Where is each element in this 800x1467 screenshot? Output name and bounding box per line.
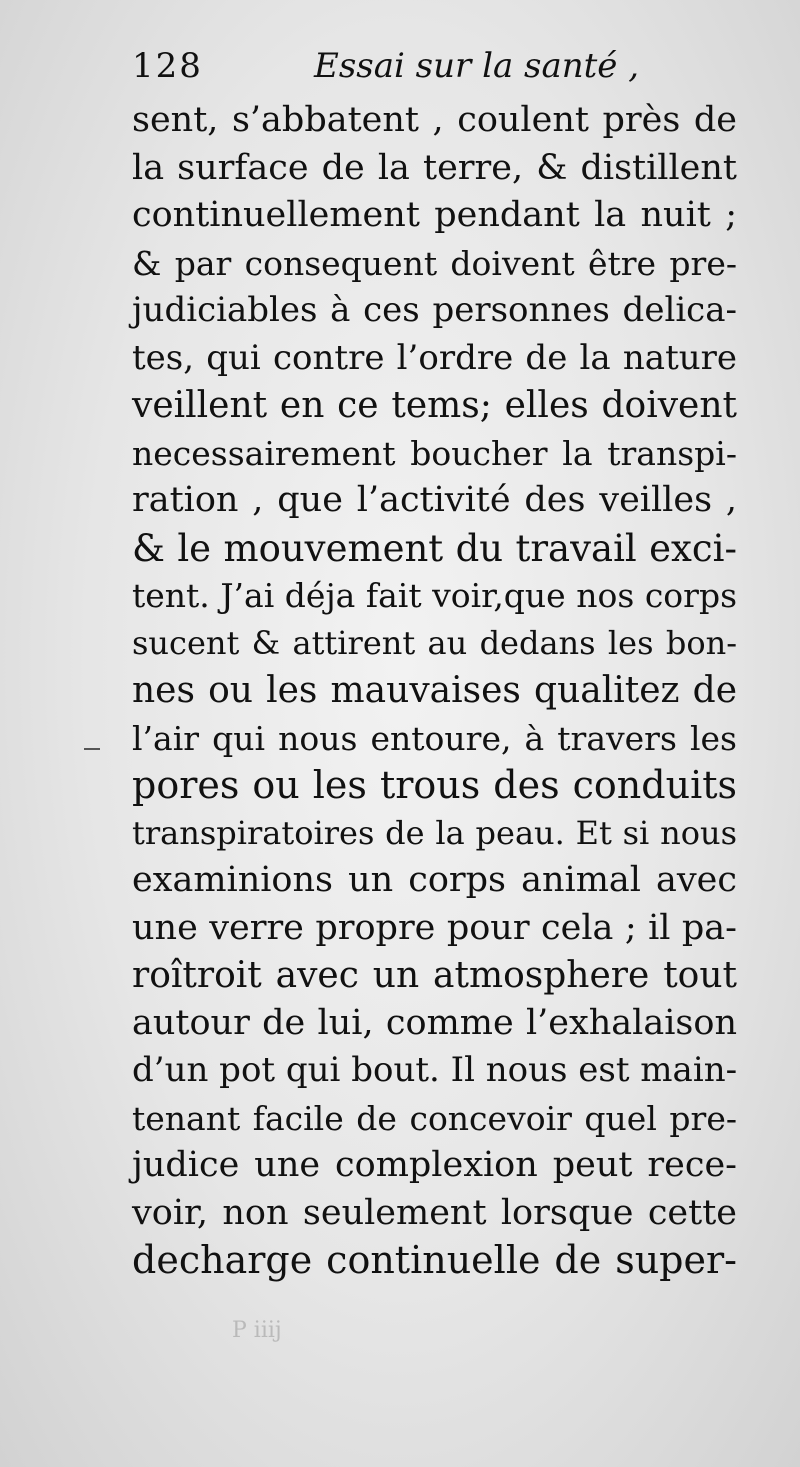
text-line: voir, non seulement lorsque cette	[132, 1192, 737, 1233]
text-line: nes ou les mauvaises qualitez de	[132, 670, 737, 711]
text-line: examinions un corps animal avec	[132, 860, 737, 900]
text-line: pores ou les trous des conduits	[132, 763, 737, 807]
text-line: & par consequent doivent être pre-	[132, 243, 737, 283]
page-header	[132, 46, 732, 96]
text-line: judiciables à ces personnes delica-	[132, 290, 737, 330]
text-line: necessairement boucher la transpi-	[132, 433, 737, 473]
running-title: Essai sur la santé ,	[314, 46, 640, 86]
text-line: d’un pot qui bout. Il nous est main-	[132, 1050, 738, 1090]
page-number: 128	[132, 46, 203, 86]
text-line: & le mouvement du travail exci-	[132, 526, 737, 570]
text-line: l’air qui nous entoure, à travers les	[132, 718, 737, 758]
text-line: ration , que l’activité des veilles ,	[132, 480, 737, 520]
signature-mark: P iiij	[232, 1318, 282, 1343]
text-line: une verre propre pour cela ; il pa-	[132, 907, 737, 948]
text-line: autour de lui, comme l’exhalaison	[132, 1002, 737, 1043]
text-line: sent, s’abbatent , coulent près de	[132, 100, 737, 140]
text-line: sucent & attirent au dedans les bon-	[132, 623, 737, 662]
text-line: continuellement pendant la nuit ;	[132, 195, 737, 235]
text-line: judice une complexion peut rece-	[132, 1145, 737, 1185]
text-line: tes, qui contre l’ordre de la nature	[132, 337, 737, 378]
text-line: transpiratoires de la peau. Et si nous	[132, 813, 737, 852]
margin-dash	[84, 748, 100, 750]
text-line: decharge continuelle de super-	[132, 1238, 737, 1282]
text-line: roîtroit avec un atmosphere tout	[132, 955, 737, 996]
body-text	[132, 97, 737, 1285]
text-line: tent. J’ai déja fait voir,que nos corps	[132, 576, 737, 615]
text-line: la surface de la terre, & distillent	[132, 147, 737, 188]
text-line: veillent en ce tems; elles doivent	[132, 385, 737, 426]
text-line: tenant facile de concevoir quel pre-	[132, 1098, 737, 1138]
